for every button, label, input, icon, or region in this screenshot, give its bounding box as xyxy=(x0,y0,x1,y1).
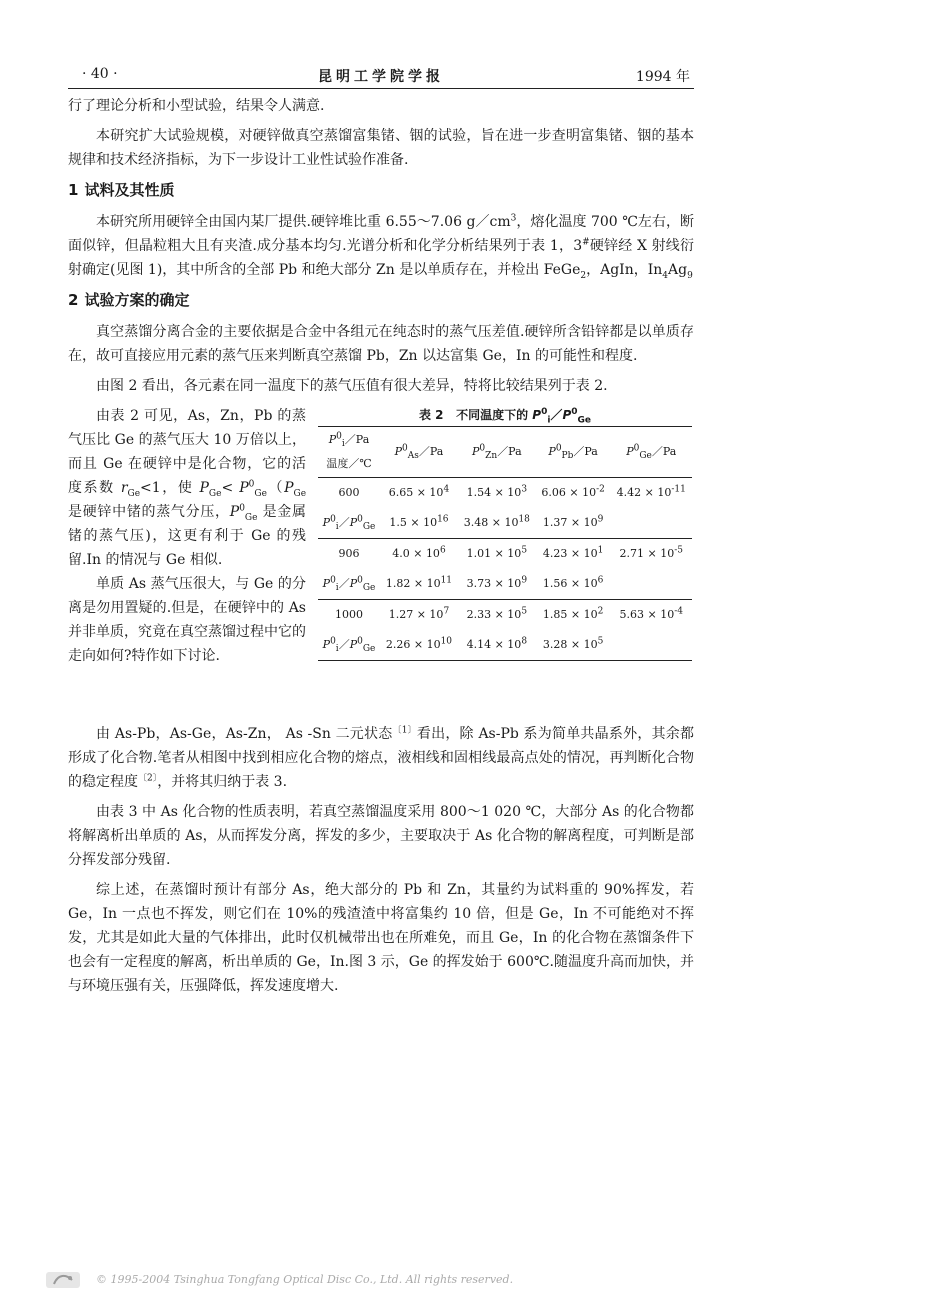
ratio-P-2: P xyxy=(349,516,358,529)
col-as-P: P xyxy=(394,445,402,458)
ratio-P-sub: i xyxy=(335,644,339,655)
col-as-sup: 0 xyxy=(401,443,408,454)
hdr-P: P xyxy=(328,433,337,446)
table-row xyxy=(318,478,692,509)
s1-sub-1: 2 xyxy=(580,270,587,281)
value-cell xyxy=(380,630,458,661)
col-ge-sub: Ge xyxy=(639,451,652,462)
col-zn-sub: Zn xyxy=(485,451,498,462)
exponent: 7 xyxy=(443,606,450,617)
table-ratio-row xyxy=(318,630,692,661)
mantissa: 4.42 × 10 xyxy=(616,486,672,499)
caption-sep: ／ xyxy=(550,408,563,422)
ratio-P-sup: 0 xyxy=(330,636,336,647)
mantissa: 2.33 × 10 xyxy=(466,608,522,621)
ratio-P-2: P xyxy=(349,638,358,651)
exponent: 18 xyxy=(518,514,530,525)
ratio-sep: ／ xyxy=(338,577,350,590)
lp1-P0sub: Ge xyxy=(254,488,267,499)
lp1-f: 是金属锗的蒸气压)，这更有利于 Ge 的残留.In 的情况与 Ge 相似. xyxy=(68,504,307,568)
s1-text-c: 硬锌经 X 射线衍射确定(见图 1)，其中所含的全部 Pb 和绝大部分 Zn 是以单质存在，并检出 FeGe xyxy=(68,238,694,278)
lp1-P0sup-2: 0 xyxy=(239,503,245,514)
exponent: 1 xyxy=(597,545,604,556)
exponent: 9 xyxy=(521,575,528,586)
table-2-number: 表 2 xyxy=(419,408,444,422)
section-1-number: 1 xyxy=(68,181,79,199)
table-ratio-row xyxy=(318,569,692,600)
caption-P-2: P xyxy=(562,408,572,422)
exponent: 6 xyxy=(597,575,604,586)
copyright-footer xyxy=(46,1270,646,1292)
mantissa: 5.63 × 10 xyxy=(619,608,675,621)
caption-P-sup: 0 xyxy=(541,407,548,417)
value-cell xyxy=(458,478,536,509)
empty-cell xyxy=(611,569,693,600)
mantissa: 1.85 × 10 xyxy=(542,608,598,621)
citation-2: 〔2〕 xyxy=(138,773,158,784)
p3-a: 由 As-Pb，As-Ge，As-Zn， As -Sn 二元状态 xyxy=(96,726,393,742)
ratio-P-sup: 0 xyxy=(330,575,336,586)
exponent: 10 xyxy=(440,636,453,647)
value-cell xyxy=(611,478,693,509)
citation-1: 〔1〕 xyxy=(392,725,417,736)
s1-text-e: Ag xyxy=(668,262,688,278)
value-cell xyxy=(536,600,611,631)
mantissa: 1.27 × 10 xyxy=(388,608,444,621)
exponent: 11 xyxy=(440,575,453,586)
header-corner xyxy=(318,427,380,478)
ratio-P-2: P xyxy=(349,577,358,590)
col-zn-sup: 0 xyxy=(479,443,486,454)
ratio-P-sub-ge: Ge xyxy=(362,644,376,655)
section-2-paragraph-3 xyxy=(68,722,694,794)
header-col-as xyxy=(380,427,458,478)
table-2-caption-text: 不同温度下的 xyxy=(456,408,533,422)
lp1-P-2: P xyxy=(284,480,294,496)
ratio-sep: ／ xyxy=(338,638,350,651)
section-1-paragraph xyxy=(68,210,694,282)
hdr-P-sub: i xyxy=(341,439,345,450)
caption-P-sup-2: 0 xyxy=(571,407,578,417)
text-and-table-block xyxy=(68,404,694,716)
header-col-zn xyxy=(458,427,536,478)
ratio-P-sub-ge: Ge xyxy=(362,583,376,594)
col-zn-unit: ／Pa xyxy=(497,445,522,458)
exponent: -5 xyxy=(674,545,683,556)
value-cell xyxy=(380,478,458,509)
section-2-paragraph-2: 由图 2 看出，各元素在同一温度下的蒸气压值有很大差异，特将比较结果列于表 2. xyxy=(96,378,608,394)
lp1-P0sup: 0 xyxy=(248,479,255,490)
lp1-Psub-2: Ge xyxy=(293,488,307,499)
mantissa: 6.06 × 10 xyxy=(541,486,597,499)
value-cell xyxy=(458,539,536,570)
ratio-P: P xyxy=(322,638,331,651)
table-ratio-row xyxy=(318,508,692,539)
mantissa: 4.23 × 10 xyxy=(542,547,598,560)
ratio-P: P xyxy=(322,516,331,529)
mantissa: 2.71 × 10 xyxy=(619,547,675,560)
ratio-P-sup-2: 0 xyxy=(357,575,363,586)
value-cell xyxy=(536,630,611,661)
lp1-P0: P xyxy=(239,480,249,496)
lp1-P: P xyxy=(199,480,209,496)
exponent: 5 xyxy=(521,545,528,556)
s1-text-a: 本研究所用硬锌全由国内某厂提供.硬锌堆比重 6.55～7.06 g／cm xyxy=(96,214,511,230)
col-ge-sup: 0 xyxy=(633,443,640,454)
exponent: 2 xyxy=(597,606,604,617)
exponent: 16 xyxy=(437,514,449,525)
col-ge-unit: ／Pa xyxy=(651,445,677,458)
exponent: -2 xyxy=(596,484,605,495)
ratio-P-sub: i xyxy=(335,522,339,533)
exponent: -11 xyxy=(671,484,686,495)
mantissa: 6.65 × 10 xyxy=(388,486,444,499)
ratio-P: P xyxy=(322,577,331,590)
col-as-unit: ／Pa xyxy=(418,445,444,458)
lp1-e: 是硬锌中锗的蒸气分压， xyxy=(68,504,230,520)
mantissa: 1.54 × 10 xyxy=(466,486,522,499)
copyright-text: © 1995-2004 Tsinghua Tongfang Optical Disc Co., Ltd. All rights reserved. xyxy=(96,1273,514,1286)
value-cell xyxy=(536,539,611,570)
s1-sup-2: # xyxy=(582,237,590,248)
col-pb-P: P xyxy=(548,445,556,458)
header-col-pb xyxy=(536,427,611,478)
exponent: 9 xyxy=(597,514,604,525)
intro-paragraph-1: 行了理论分析和小型试验，结果令人满意. xyxy=(68,98,325,114)
value-cell xyxy=(536,569,611,600)
p3-c: ，并将其归纳于表 3. xyxy=(157,774,288,790)
section-2-number: 2 xyxy=(68,291,79,309)
col-pb-sub: Pb xyxy=(561,451,574,462)
section-2-paragraph-4: 由表 3 中 As 化合物的性质表明，若真空蒸馏温度采用 800～1 020 ℃，大部分 As 的化合物都将解离析出单质的 As，从而挥发分离，挥发的多少，主要取决于 As 化合物的解离程度，可判断是部分挥发部分残留. xyxy=(68,804,694,868)
ratio-P-sup-2: 0 xyxy=(357,514,363,525)
publication-year: 1994 年 xyxy=(635,69,690,85)
value-cell xyxy=(380,539,458,570)
mantissa: 4.0 × 10 xyxy=(392,547,440,560)
exponent: -4 xyxy=(674,606,683,617)
s1-text-b: ，熔化温度 700 ℃左右，断面似锌，但晶粒粗大且有夹渣.成分基本均匀.光谱分析和化学分析结果列于表 1，3 xyxy=(68,214,694,254)
lp1-c: < xyxy=(221,480,240,496)
ratio-P-sub: i xyxy=(335,583,339,594)
ratio-P-sub-ge: Ge xyxy=(362,522,376,533)
mantissa: 1.82 × 10 xyxy=(385,577,441,590)
section-2-paragraph-1: 真空蒸馏分离合金的主要依据是合金中各组元在纯态时的蒸气压差值.硬锌所含铅锌都是以单质存在，故可直接应用元素的蒸气压来判断真空蒸馏 Pb，Zn 以达富集 Ge，In 的可能性和程度. xyxy=(68,324,694,364)
article-body xyxy=(68,94,694,1004)
s1-text-d: ，AgIn，In xyxy=(586,262,663,278)
table-2 xyxy=(318,404,692,661)
col-as-sub: As xyxy=(407,451,419,462)
mantissa: 3.48 × 10 xyxy=(463,516,519,529)
mantissa: 3.73 × 10 xyxy=(466,577,522,590)
section-2-title: 试验方案的确定 xyxy=(84,291,190,309)
mantissa: 1.5 × 10 xyxy=(389,516,438,529)
left-paragraph-2: 单质 As 蒸气压很大，与 Ge 的分离是勿用置疑的.但是，在硬锌中的 As 并非单质，究竟在真空蒸馏过程中它的走向如何?特作如下讨论. xyxy=(68,576,306,664)
section-1-title: 试料及其性质 xyxy=(84,181,175,199)
running-header xyxy=(68,62,694,89)
table-row xyxy=(318,600,692,631)
temp-cell: 906 xyxy=(318,539,380,570)
publisher-logo-icon xyxy=(46,1270,80,1290)
lp1-a: 由表 2 可见，As，Zn，Pb 的蒸气压比 Ge 的蒸气压大 10 万倍以上，而且 Ge 在硬锌中是化合物，它的活度系数 xyxy=(68,408,306,496)
ratio-label-cell xyxy=(318,630,380,661)
exponent: 5 xyxy=(521,606,528,617)
ratio-P-sup-2: 0 xyxy=(357,636,363,647)
value-cell xyxy=(611,600,693,631)
value-cell xyxy=(458,600,536,631)
temp-cell: 600 xyxy=(318,478,380,509)
lp1-r: r xyxy=(120,480,128,496)
empty-cell xyxy=(611,508,693,539)
hdr-unit: ／Pa xyxy=(344,433,370,446)
empty-cell xyxy=(611,630,693,661)
lp1-P0-2: P xyxy=(229,504,240,520)
col-pb-sup: 0 xyxy=(555,443,562,454)
mantissa: 1.37 × 10 xyxy=(542,516,598,529)
hdr-temp-label: 温度／℃ xyxy=(326,457,372,470)
exponent: 3 xyxy=(521,484,528,495)
lp1-b: <1，使 xyxy=(140,480,200,496)
section-1-heading xyxy=(68,178,694,202)
value-cell xyxy=(380,508,458,539)
lp1-d: （ xyxy=(266,480,285,496)
table-row xyxy=(318,539,692,570)
value-cell xyxy=(458,630,536,661)
exponent: 6 xyxy=(439,545,446,556)
section-2-heading xyxy=(68,288,694,312)
section-2-paragraph-5: 综上述，在蒸馏时预计有部分 As，绝大部分的 Pb 和 Zn，其量约为试料重的 90%挥发，若 Ge，In 一点也不挥发，则它们在 10%的残渣渣中将富集约 10 倍，但是 Ge，In 不可能绝对不挥发，尤其是如此大量的气体排出，此时仅机械带出也在所难免，而且 Ge，In 的化合物在蒸馏条件下也会有一定程度的解离，析出单质的 Ge，In.图 3 示，Ge 的挥发始于 600℃.随温度升高而加快，并与环境压强有关，压强降低，挥发速度增大. xyxy=(68,882,694,994)
mantissa: 3.28 × 10 xyxy=(542,638,598,651)
left-paragraph-1 xyxy=(68,404,306,572)
ratio-P-sup: 0 xyxy=(330,514,336,525)
intro-paragraph-2: 本研究扩大试验规模，对硬锌做真空蒸馏富集锗、铟的试验，旨在进一步查明富集锗、铟的基本规律和技术经济指标，为下一步设计工业性试验作准备. xyxy=(68,128,694,168)
temp-cell: 1000 xyxy=(318,600,380,631)
page-number: · 40 · xyxy=(82,66,118,82)
value-cell xyxy=(458,569,536,600)
caption-P-sub-ge: Ge xyxy=(577,415,591,426)
value-cell xyxy=(380,569,458,600)
ratio-label-cell xyxy=(318,508,380,539)
col-pb-unit: ／Pa xyxy=(573,445,598,458)
journal-title: 昆明工学院学报 xyxy=(318,69,444,85)
s1-sup-1: 3 xyxy=(510,213,517,224)
value-cell xyxy=(611,539,693,570)
s1-sub-3: 9 xyxy=(687,270,693,281)
ratio-label-cell xyxy=(318,569,380,600)
mantissa: 2.26 × 10 xyxy=(385,638,441,651)
exponent: 4 xyxy=(443,484,450,495)
table-2-caption xyxy=(318,404,692,426)
exponent: 8 xyxy=(521,636,528,647)
ratio-sep: ／ xyxy=(338,516,350,529)
lp1-rsub: Ge xyxy=(127,488,141,499)
table-2-grid xyxy=(318,426,692,661)
col-zn-P: P xyxy=(471,445,480,458)
header-col-ge xyxy=(611,427,693,478)
mantissa: 4.14 × 10 xyxy=(466,638,522,651)
col-ge-P: P xyxy=(626,445,634,458)
lp1-Psub: Ge xyxy=(208,488,222,499)
p3-b: 看出，除 As-Pb 系为简单共晶系外，其余都形成了化合物.笔者从相图中找到相应化合物的熔点，液相线和固相线最高点处的情况，再判断化合物的稳定程度 xyxy=(68,726,694,790)
lp1-P0sub-2: Ge xyxy=(244,512,258,523)
hdr-P-sup: 0 xyxy=(336,431,342,442)
mantissa: 1.56 × 10 xyxy=(542,577,598,590)
table-header-row xyxy=(318,427,692,478)
value-cell xyxy=(380,600,458,631)
caption-P-sub: i xyxy=(547,415,551,426)
caption-P: P xyxy=(532,408,542,422)
value-cell xyxy=(536,508,611,539)
s1-sub-2: 4 xyxy=(662,270,668,281)
left-column-text xyxy=(68,404,306,668)
mantissa: 1.01 × 10 xyxy=(466,547,522,560)
exponent: 5 xyxy=(597,636,604,647)
value-cell xyxy=(536,478,611,509)
value-cell xyxy=(458,508,536,539)
